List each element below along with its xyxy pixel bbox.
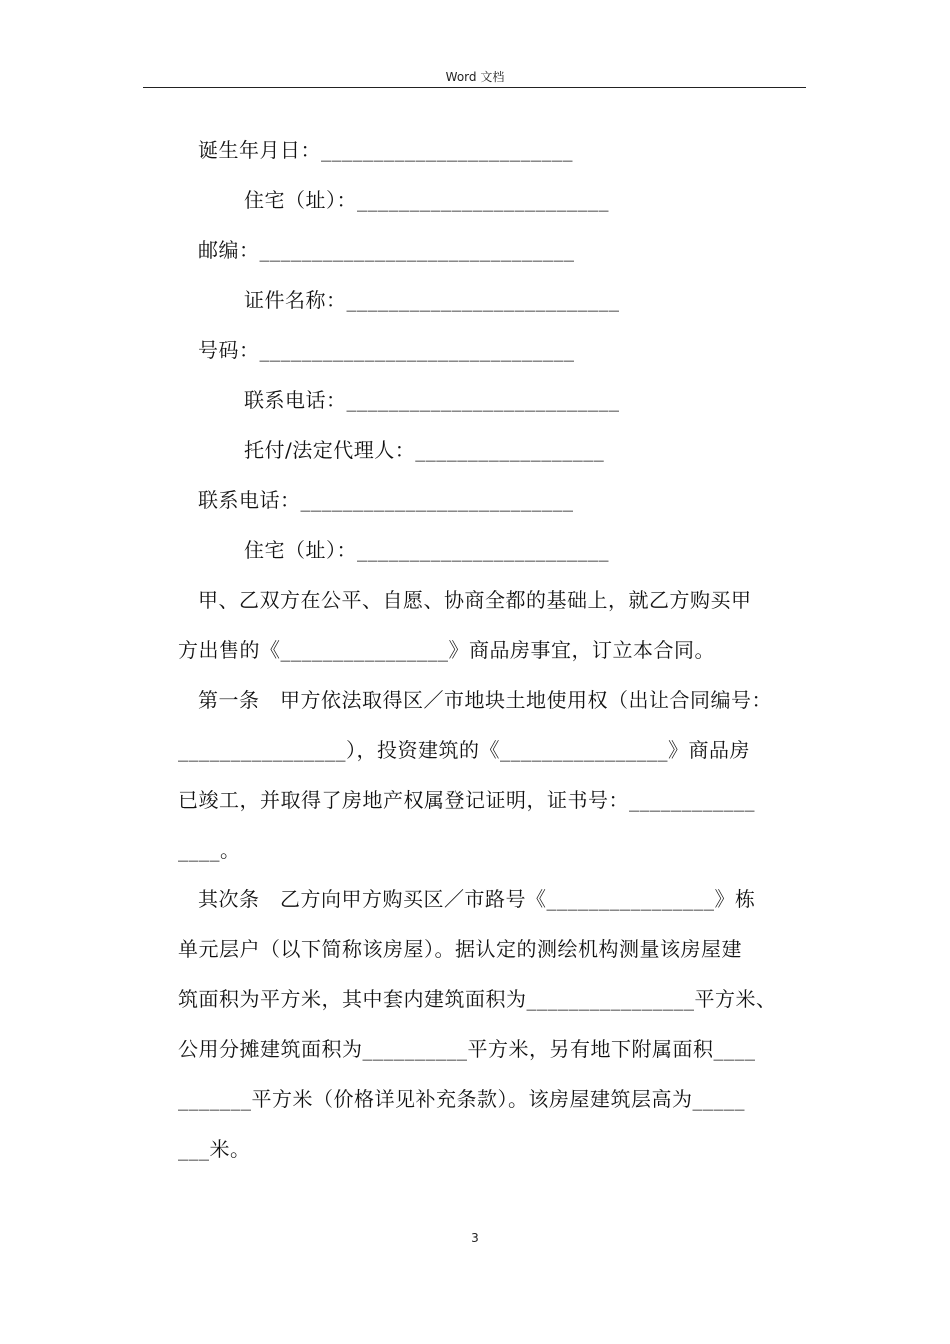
header-divider [143, 87, 806, 88]
field-postcode: 邮编：______________________________ [198, 238, 575, 262]
article-1-line: ____。 [178, 838, 241, 862]
article-1-line: 已竣工，并取得了房地产权属登记证明，证书号：____________ [178, 788, 755, 812]
article-1-line: 第一条 甲方依法取得区／市地块土地使用权（出让合同编号： [198, 688, 772, 712]
field-id-number: 号码：______________________________ [198, 338, 575, 362]
field-phone: 联系电话：__________________________ [244, 388, 620, 412]
article-2-line: _______平方米（价格详见补充条款）。该房屋建筑层高为_____ [178, 1087, 745, 1111]
intro-paragraph-line: 方出售的《________________》商品房事宜，订立本合同。 [178, 638, 715, 662]
article-2-line: 公用分摊建筑面积为__________平方米，另有地下附属面积____ [178, 1037, 756, 1061]
article-2-line: 其次条 乙方向甲方购买区／市路号《________________》栋 [198, 887, 756, 911]
field-address: 住宅（址）：________________________ [244, 188, 609, 212]
page-header: Word 文档 [445, 70, 505, 84]
field-agent-phone: 联系电话：__________________________ [198, 488, 574, 512]
field-id-type: 证件名称：__________________________ [244, 288, 620, 312]
field-agent-address: 住宅（址）：________________________ [244, 538, 609, 562]
article-1-line: ________________），投资建筑的《________________》商品房 [178, 738, 750, 762]
article-2-line: 单元层户（以下简称该房屋）。据认定的测绘机构测量该房屋建 [178, 937, 742, 961]
article-2-line: ___米。 [178, 1137, 251, 1161]
intro-paragraph-line: 甲、乙双方在公平、自愿、协商全都的基础上，就乙方购买甲 [198, 588, 752, 612]
field-agent: 托付/法定代理人：__________________ [244, 438, 605, 462]
article-2-line: 筑面积为平方米，其中套内建筑面积为________________平方米、 [178, 987, 777, 1011]
page-number: 3 [471, 1231, 479, 1245]
field-birth-date: 诞生年月日：________________________ [198, 138, 573, 162]
